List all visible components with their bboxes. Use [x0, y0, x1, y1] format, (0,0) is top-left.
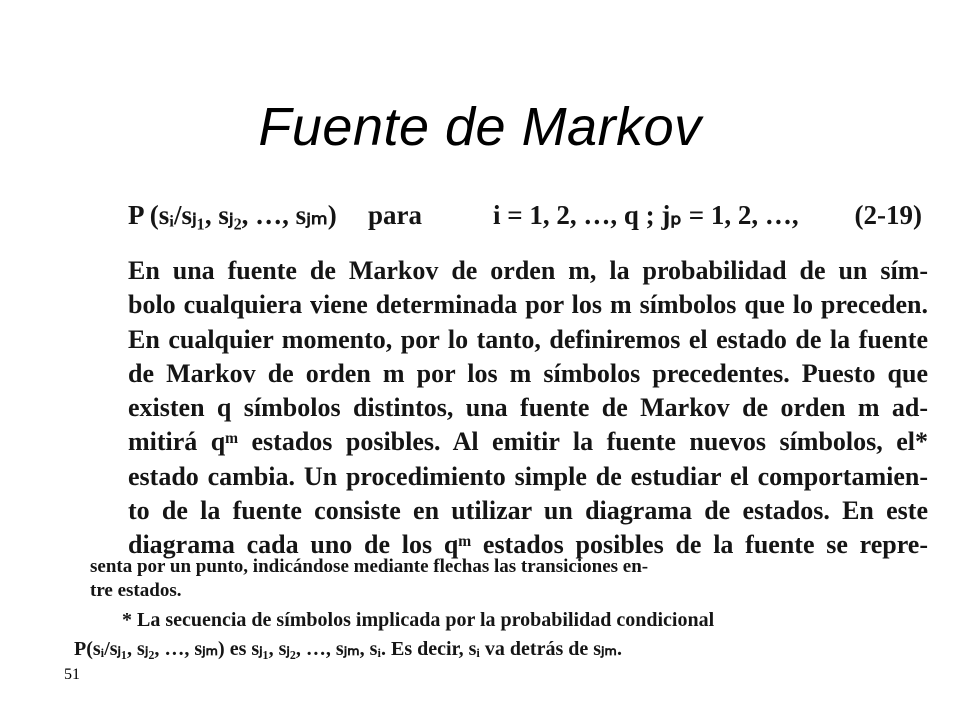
footnote-line: * La secuencia de símbolos implicada por la probabilidad condicional: [122, 609, 715, 631]
paragraph-line: En cualquier momento, por lo tanto, definiremos el estado de la fuente: [128, 324, 928, 354]
paragraph-line: estado cambia. Un procedimiento simple de estudiar el comportamien-: [128, 461, 928, 491]
paragraph-line: to de la fuente consiste en utilizar un diagrama de estados. En este: [128, 496, 928, 526]
slide-number: 51: [64, 666, 80, 683]
main-paragraph: [128, 254, 928, 563]
scanned-text-image: [72, 196, 932, 666]
small-text-block: [90, 555, 900, 603]
small-text-line: senta por un punto, indicándose mediante flechas las transiciones en-: [90, 556, 649, 577]
equation-number: (2-19): [854, 200, 922, 230]
slide-title: Fuente de Markov: [258, 97, 702, 157]
paragraph-line: existen q símbolos distintos, una fuente de Markov de orden m ad-: [128, 393, 928, 423]
paragraph-line: bolo cualquiera viene determinada por los m símbolos que lo preceden.: [128, 290, 928, 320]
formula-line: [128, 196, 928, 240]
footnote-line: P(sᵢ/sⱼ₁, sⱼ₂, …, sⱼₘ) es sⱼ₁, sⱼ₂, …, sⱼₘ, sᵢ. Es decir, sᵢ va detrás de sⱼₘ.: [74, 638, 622, 660]
formula-expression: P (sᵢ/sⱼ₁, sⱼ₂, …, sⱼₘ): [128, 200, 337, 230]
small-text-line: tre estados.: [90, 580, 182, 601]
formula-connector: para: [368, 200, 422, 230]
paragraph-line: diagrama cada uno de los qᵐ estados posibles de la fuente se repre-: [128, 530, 928, 560]
paragraph-line: mitirá qᵐ estados posibles. Al emitir la fuente nuevos símbolos, el*: [128, 427, 928, 457]
formula-ranges: i = 1, 2, …, q ; jₚ = 1, 2, …,: [493, 200, 799, 230]
paragraph-line: de Markov de orden m por los m símbolos precedentes. Puesto que: [128, 358, 928, 388]
paragraph-line: En una fuente de Markov de orden m, la probabilidad de un sím-: [128, 256, 928, 285]
